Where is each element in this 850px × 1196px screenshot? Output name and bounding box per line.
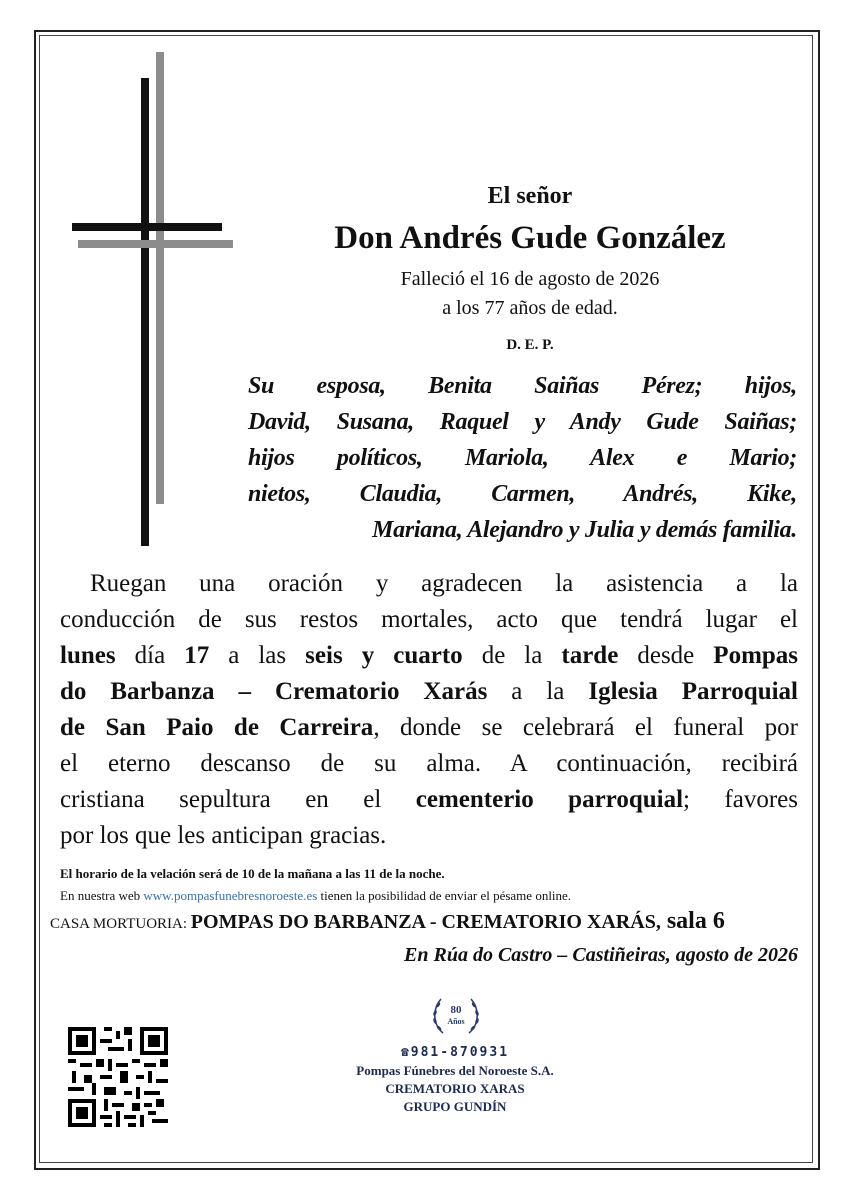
family-list [248,368,797,548]
text-fragment: a la [511,678,565,705]
family-line: hijos políticos, Mariola, Alex e Mario; [248,445,797,471]
intro-title: El señor [487,183,573,209]
church-name: Iglesia Parroquial [588,678,798,705]
body-line: conducción de sus restos mortales, acto que tendrá lugar el [60,606,798,633]
age-line: a los 77 años de edad. [442,297,618,319]
velacion-hours: El horario de la velación será de 10 de la mañana a las 11 de la noche. [60,866,445,881]
text-fragment: tienen la posibilidad de enviar el pésame online. [317,888,572,903]
web-notice [60,888,571,904]
cross-black-vertical [141,78,149,546]
text-fragment: día [134,642,166,669]
room-number: sala 6 [660,908,725,934]
family-line: Mariana, Alejandro y Julia y demás familia. [372,517,797,543]
day-number: 17 [184,642,210,669]
seal-word: Años [447,1017,465,1026]
origin-place: do Barbanza – Crematorio Xarás [60,678,488,705]
family-line: Su esposa, Benita Saiñas Pérez; hijos, [248,373,797,399]
cross-gray-vertical [156,52,164,504]
crematorio-name: CREMATORIO XARAS [385,1081,525,1096]
funeral-home-name: POMPAS DO BARBANZA - CREMATORIO XARÁS, [190,911,661,933]
place-date: En Rúa do Castro – Castiñeiras, agosto de 2026 [404,944,798,966]
family-line: nietos, Claudia, Carmen, Andrés, Kike, [248,481,797,507]
text-fragment: En nuestra web [60,888,144,903]
company-name: Pompas Fúnebres del Noroeste S.A. [356,1063,554,1078]
body-line: el eterno descanso de su alma. A continuación, recibirá [60,750,798,777]
death-date: Falleció el 16 de agosto de 2026 [400,268,660,290]
day-name: lunes [60,642,116,669]
text-fragment: , donde se celebrará el funeral por [373,714,798,741]
body-line: Ruegan una oración y agradecen la asistencia a la [90,570,798,597]
website-link[interactable]: www.pompasfunebresnoroeste.es [143,888,318,903]
time-of-day: tarde [561,642,619,669]
text-fragment: a las [228,642,287,669]
text-fragment: ; favores [683,786,798,813]
ceremony-time: seis y cuarto [305,642,463,669]
origin-place: Pompas [713,642,799,669]
body-line [60,638,798,674]
rip-label: D. E. P. [506,337,554,353]
cemetery-name: cementerio parroquial [415,786,684,813]
body-line [60,710,798,746]
seal-number: 80 [450,1004,462,1016]
text-fragment: cristiana sepultura en el [60,786,382,813]
body-line [60,782,798,818]
ceremony-paragraph [60,566,798,854]
group-name: GRUPO GUNDÍN [403,1099,507,1114]
funeral-home-label: CASA MORTUORIA: [50,916,191,932]
qr-code-icon[interactable] [68,1027,168,1127]
family-line: David, Susana, Raquel y Andy Gude Saiñas; [248,409,797,435]
body-line [60,674,798,710]
body-line: por los que les anticipan gracias. [60,822,387,849]
cross-gray-horizontal [78,240,233,248]
text-fragment: de la [481,642,543,669]
funeral-home [50,908,725,935]
phone-number[interactable]: 981-870931 [410,1045,510,1060]
church-name: de San Paio de Carreira [60,714,374,741]
phone-line [380,1045,530,1060]
text-fragment: desde [637,642,695,669]
laurel-seal-icon [429,993,483,1041]
deceased-name: Don Andrés Gude González [334,220,726,256]
phone-icon: ☎ [400,1045,411,1060]
cross-black-horizontal [72,223,222,231]
